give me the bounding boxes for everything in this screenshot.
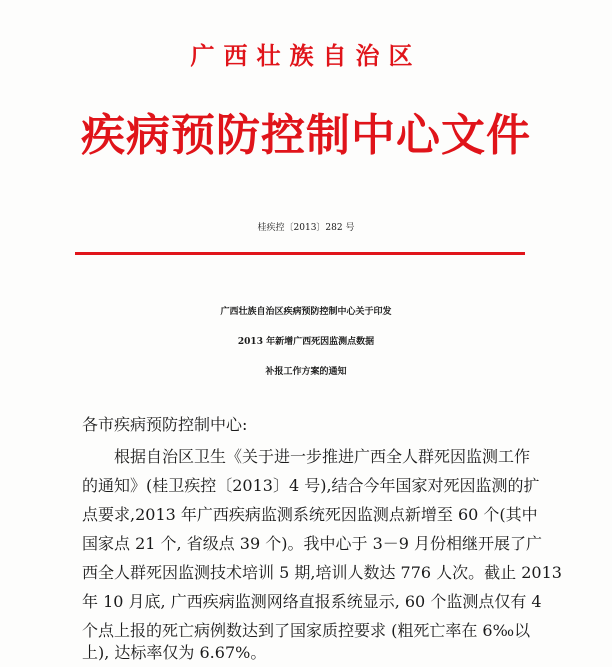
body-line-1: 根据自治区卫生《关于进一步推进广西全人群死因监测工作 (114, 447, 531, 466)
issuer-region: 广西壮族自治区 (190, 41, 422, 70)
issuer-name-masthead: 疾病预防控制中心文件 (81, 110, 531, 161)
body-line-2: 的通知》(桂卫疾控〔2013〕4 号),结合今年国家对死因监测的扩 (82, 476, 540, 495)
title-line-2: 2013 年新增广西死因监测点数据 (237, 337, 375, 347)
body-line-8: 上), 达标率仅为 6.67%。 (82, 643, 267, 662)
body-line-4: 国家点 21 个, 省级点 39 个)。我中心于 3－9 月份相继开展了广 (82, 534, 543, 553)
salutation: 各市疾病预防控制中心: (82, 415, 248, 434)
title-line-1: 广西壮族自治区疾病预防控制中心关于印发 (220, 307, 392, 317)
red-separator-rule (75, 252, 525, 255)
body-line-7: 个点上报的死亡病例数达到了国家质控要求 (粗死亡率在 6‰以 (82, 621, 531, 640)
body-line-6: 年 10 月底, 广西疾病监测网络直报系统显示, 60 个监测点仅有 4 (82, 592, 542, 611)
document-number: 桂疾控〔2013〕282 号 (257, 223, 355, 233)
document-title (0, 297, 612, 387)
body-line-3: 点要求,2013 年广西疾病监测系统死因监测点新增至 60 个(其中 (82, 505, 538, 524)
body-line-5: 西全人群死因监测技术培训 5 期,培训人数达 776 人次。截止 2013 (82, 563, 562, 582)
title-line-3: 补报工作方案的通知 (265, 367, 347, 377)
